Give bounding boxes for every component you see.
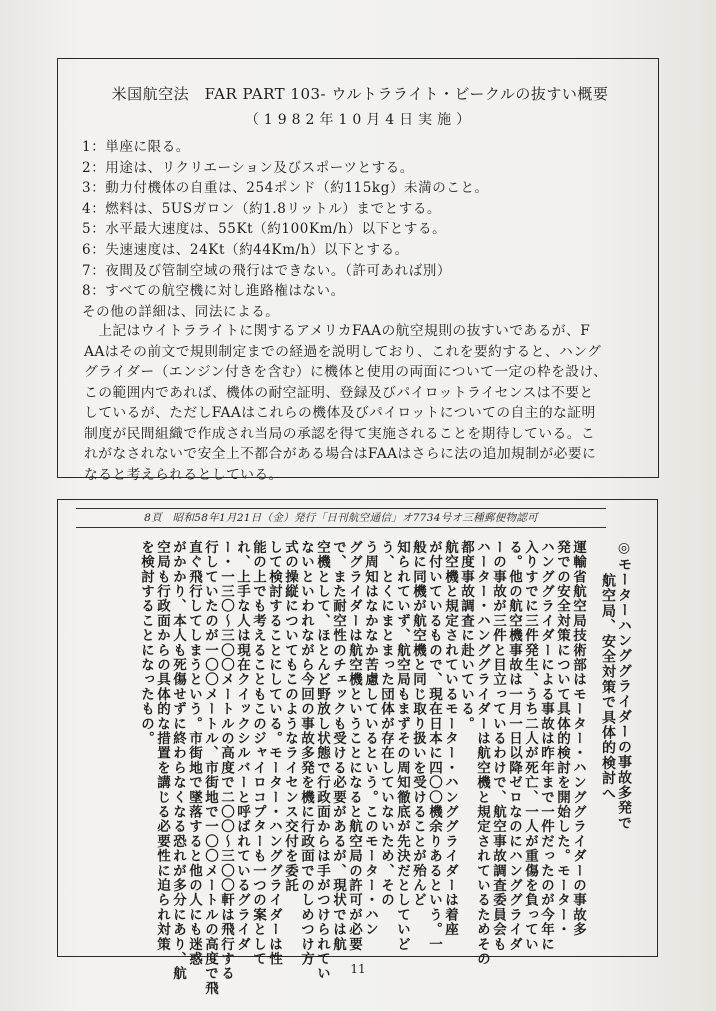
article-column: 行していたのが一〇〇メートル、市街地で一〇〇メートルの高度で飛 (202, 540, 218, 996)
article-column: 直ぐ飛行してしまうという。市街地で墜落すると他の人にも迷惑 (186, 540, 202, 967)
article-column: れ、上手な人は現在クイックシルバーと呼ばれているグライダ (234, 540, 250, 952)
rule-item: 6：失速速度は、24Kt（約44Km/h）以下とする。 (82, 241, 409, 258)
article-column: ないといわれながら今回の事故多発を機に行政面でのしめつけ方 (298, 540, 314, 967)
article-column: を検討することになったもの。 (138, 540, 154, 746)
article-column: 運輸省航空局技術部はモーター・ハンググライダーの事故多 (570, 540, 586, 937)
article-column: う周知はなかなか苦慮しているという。このモーター・ハン (362, 540, 378, 937)
article-column: る。他の航空機事故は一月一日以降ゼロなのにハンググライダ (506, 540, 522, 952)
page-number: 11 (350, 962, 366, 976)
paragraph-line: れがなされないで安全上不都合がある場合はFAAはさらに法の追加規制が必要に (84, 446, 597, 462)
rule-item: 1：単座に限る。 (82, 139, 190, 155)
far-summary-box (57, 58, 659, 483)
paragraph-line: なると考えられるとしている。 (84, 466, 283, 483)
paragraph-line: しているが、ただしFAAはこれらの機体及びパイロットについての自主的な証明 (84, 405, 596, 421)
headline-column: 航空局、安全対策で具体的検討へ (600, 558, 616, 802)
summary-paragraph (84, 321, 644, 485)
article-column: がかかり、本人も死傷せずに終わらなくなる恐れが多分にあり、航 (170, 540, 186, 981)
rule-item: 5：水平最大速度は、55Kt（約100Km/h）以下とする。 (82, 221, 447, 238)
article-column: 空機として、ほとんど野放し状態で行政面からは手がつけられてい (314, 540, 330, 981)
summary-subtitle: （1982年10月4日実施） (244, 112, 476, 128)
rule-item: 3：動力付機体の自重は、254ポンド（約115kg）未満のこと。 (82, 180, 489, 197)
article-column: ハーター・ハンググライダーは航空機と規定されているためその (474, 540, 490, 967)
article-column: 入りすでに三件発生、うち二人が死亡、一人が重傷を負ってい (522, 540, 538, 952)
article-column: ハンググライダーによる事故は昨年まで一件だったのが今年に (538, 540, 554, 952)
article-column: ーの事故が三件と目立っているわけで、航空事故調査委員会も (490, 540, 506, 952)
paragraph-line: この範囲内であれば、機体の耐空証明、登録及びパイロットライセンスは不要と (84, 384, 594, 401)
article-column: 航空機と規定されているモーター・ハンググライダーは着座 (442, 540, 458, 937)
paragraph-line: 上記はウイトラライトに関するアメリカFAAの航空規則の抜すいであるが、F (84, 323, 591, 339)
article-column: ググライダーは航空機ということになると航空局の許可が必要 (346, 540, 362, 952)
summary-title: 米国航空法 FAR PART 103- ウルトラライト・ビークルの抜すい概要 (111, 85, 609, 103)
rule-item: 7：夜間及び管制空域の飛行はできない。（許可あれば別） (82, 262, 452, 279)
article-column: して検討することにしている。モーター・ハンググライダーは性 (266, 540, 282, 967)
rule-item: 2：用途は、リクリエーション及びスポーツとする。 (82, 159, 414, 176)
clipping-header: 8頁 昭和58年1月21日（金）発行「日刊航空通信」オ7734号オ三種郵便物認可 (76, 508, 606, 528)
article-column: 能の上でも考えることもこのジャイロコプターも一つの案として (250, 540, 266, 967)
article-column: う、とくにまとまった団体が存在していないため、その (378, 540, 394, 908)
article-column: 知られていず、航空局もまずその周知徹底が先決だとしていど (394, 540, 410, 952)
article-column: が付いているもので、現在日本に四〇〇機余りあるという。一 (426, 540, 442, 952)
rule-item: 4：燃料は、5USガロン（約1.8リットル）までとする。 (82, 200, 442, 217)
article-column: 式の操縦についてもこのようなライセンス交付を委託 (282, 540, 298, 893)
article-column: 発での安全対策について具体的検討を開始した。モーター・ (554, 540, 570, 937)
article-column: で、また耐空性のチェックも受ける必要があるが、現状では航 (330, 540, 346, 952)
article-column: 都度事故調査に赴いている。 (458, 540, 474, 732)
rule-item: 8：すべての航空機に対し進路権はない。 (82, 283, 345, 300)
rules-list (82, 137, 552, 322)
paragraph-line: AAはその前文で規則制定までの経過を説明しており、これを要約すると、ハング (84, 343, 602, 360)
rule-item: その他の詳細は、同法による。 (82, 303, 280, 320)
headline-column: ◎モーターハンググライダーの事故多発で (616, 540, 632, 831)
paragraph-line: グライダー（エンジン付きを含む）に機体と使用の両面について一定の枠を設け、 (84, 364, 608, 380)
article-column: 空局も行政面からの具体的な措置を講じる必要性に迫られ対策 (154, 540, 170, 952)
article-column: 般に同機が航空機と同じ取り扱いを受けることが殆んど (410, 540, 426, 908)
article-column: ー・一三〇〜三〇〇メートルの高度で二〇〇〜三〇〇軒は飛行する (218, 540, 234, 981)
paragraph-line: 制度が民間組織で作成され当局の承認を得て実施されることを期待している。こ (84, 425, 596, 442)
